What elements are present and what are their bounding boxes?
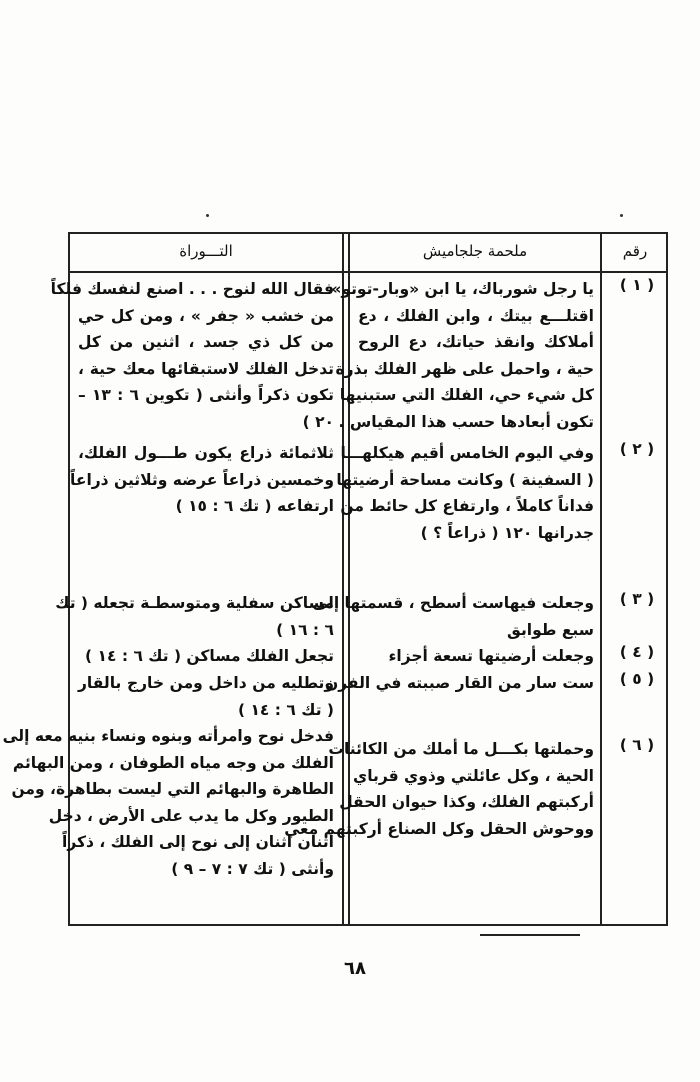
gilgamesh-text bbox=[358, 643, 594, 670]
text-line: فدخل نوح وامرأته وبنوه ونساء بنيه معه إلى bbox=[2, 727, 334, 745]
gilgamesh-text bbox=[336, 440, 594, 546]
text-line: ( السفينة ) وكانت مساحة أرضيتها bbox=[336, 470, 594, 489]
text-line: ارتفاعه ( تك ٦ : ١٥ ) bbox=[175, 497, 334, 515]
text-line: تدخل الفلك لاستبقائها معك حية ، bbox=[78, 359, 334, 378]
speck bbox=[206, 214, 209, 217]
text-line: وفي اليوم الخامس أقيم هيكلهـــا bbox=[340, 444, 594, 462]
torah-text bbox=[2, 723, 334, 882]
row-number: ( ١ ) bbox=[619, 276, 655, 294]
gilgamesh-text bbox=[331, 276, 594, 435]
text-line: كل شيء حي، الفلك التي ستبنيها bbox=[339, 386, 594, 404]
text-line: جدرانها ١٢٠ ( ذراعاً ؟ ) bbox=[420, 523, 594, 542]
text-line: الفلك من وجه مياه الطوفان ، ومن البهائم bbox=[12, 753, 334, 772]
header-torah: التـــوراة bbox=[179, 242, 233, 260]
row-number: ( ٢ ) bbox=[619, 440, 655, 458]
text-line: وحملتها بكـــل ما أملك من الكائنات bbox=[328, 740, 594, 758]
text-line: فداناً كاملاً ، وارتفاع كل حائط من bbox=[340, 497, 594, 515]
header-gilgamesh: ملحمة جلجاميش bbox=[422, 242, 528, 260]
footnote-rule bbox=[480, 934, 580, 936]
text-line: وأنثى ( تك ٧ : ٧ – ٩ ) bbox=[171, 859, 334, 878]
torah-text bbox=[50, 276, 334, 435]
text-line: مساكن سفلية ومتوسطـة تجعله ( تك bbox=[55, 594, 334, 612]
text-line: اقتلـــع بيتك ، وابن الفلك ، دع bbox=[358, 306, 594, 325]
text-line: ست سار من القار صببته في الفرن bbox=[325, 674, 594, 692]
page-number: ٦٨ bbox=[344, 958, 366, 979]
text-line: حية ، واحمل على ظهر الفلك بذرة bbox=[335, 359, 594, 378]
row-number: ( ٥ ) bbox=[619, 670, 655, 688]
speck bbox=[620, 214, 623, 217]
text-line: الطيور وكل ما يدب على الأرض ، دخل bbox=[48, 806, 334, 825]
text-line: فقال الله لنوح . . . اصنع لنفسك فلكاً bbox=[50, 280, 334, 298]
gilgamesh-text bbox=[312, 590, 594, 643]
torah-text bbox=[78, 670, 334, 723]
text-line: ( تك ٦ : ١٤ ) bbox=[237, 700, 334, 719]
text-line: أركبتهم الفلك، وكذا حيوان الحقل bbox=[339, 793, 594, 811]
header-number: رقم bbox=[622, 242, 648, 260]
torah-text bbox=[70, 440, 334, 520]
column-divider bbox=[600, 232, 602, 926]
text-line: وتطليه من داخل ومن خارج بالقار bbox=[78, 674, 334, 692]
text-line: من خشب « جفر » ، ومن كل حي bbox=[78, 306, 334, 325]
text-line: تكون أبعادها حسب هذا المقياس . bbox=[338, 412, 594, 431]
text-line: ثلاثمائة ذراع يكون طـــول الفلك، bbox=[78, 444, 334, 462]
text-line: وجعلت أرضيتها تسعة أجزاء bbox=[388, 647, 594, 665]
text-line: من كل ذي جسد ، اثنين من كل bbox=[78, 333, 334, 351]
text-line: تكون ذكراً وأنثى ( تكوين ٦ : ١٣ – bbox=[78, 386, 334, 404]
text-line: أملاكك وانقذ حياتك، دع الروح bbox=[358, 333, 594, 351]
gilgamesh-text bbox=[325, 670, 594, 697]
torah-text bbox=[78, 643, 334, 670]
gilgamesh-text bbox=[284, 736, 594, 842]
text-line: الطاهرة والبهائم التي ليست بطاهرة، ومن bbox=[11, 780, 334, 798]
header-divider bbox=[68, 271, 668, 273]
text-line: ٢٠ ) bbox=[302, 412, 334, 431]
text-line: تجعل الفلك مساكن ( تك ٦ : ١٤ ) bbox=[85, 647, 334, 665]
row-number: ( ٣ ) bbox=[619, 590, 655, 608]
row-number: ( ٤ ) bbox=[619, 643, 655, 661]
text-line: سبع طوابق bbox=[507, 620, 594, 639]
torah-text bbox=[55, 590, 334, 643]
row-number: ( ٦ ) bbox=[619, 736, 655, 754]
text-line: وخمسين ذراعاً عرضه وثلاثين ذراعاً bbox=[70, 470, 334, 489]
text-line: اثنان اثنان إلى نوح إلى الفلك ، ذكراً bbox=[62, 833, 334, 851]
text-line: ٦ : ١٦ ) bbox=[276, 620, 334, 639]
text-line: وجعلت فيهاست أسطح ، قسمتها إلى bbox=[312, 594, 594, 612]
text-line: يا رجل شورباك، يا ابن «وبار-توتو» bbox=[331, 280, 594, 298]
text-line: ووحوش الحقل وكل الصناع أركبتهم معي bbox=[284, 819, 594, 838]
text-line: الحية ، وكل عائلتي وذوي قرباي bbox=[352, 766, 594, 785]
